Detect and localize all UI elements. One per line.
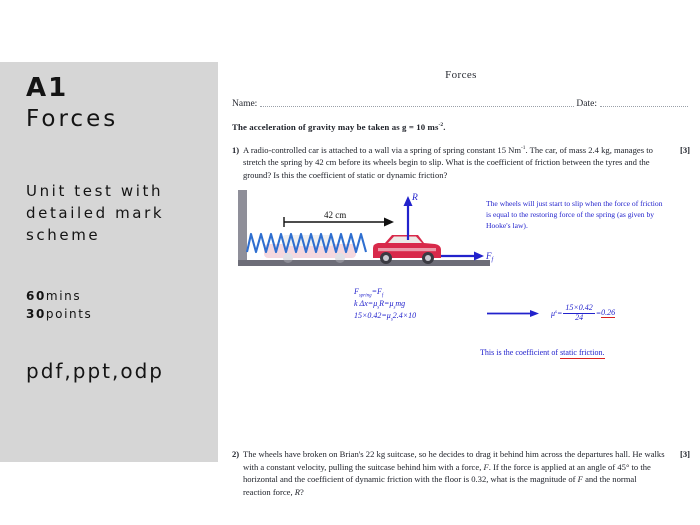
question-1-number: 1)	[232, 145, 240, 155]
question-1-text-a: A radio-controlled car is attached to a wall via a spring of spring constant 15 Nm	[243, 145, 522, 155]
question-2-text-b: . If the force is applied at an angle of 45° to the horizontal and the coefficient of dynamic friction with the floor is 0.32, what is the magnitude of	[243, 461, 651, 485]
question-2-var-r: R	[294, 486, 301, 497]
question-2-text	[243, 448, 672, 498]
cover-duration	[26, 287, 192, 305]
cover-title: Forces	[26, 105, 119, 132]
question-1	[232, 144, 690, 181]
wall-shape	[238, 190, 247, 266]
question-1-text-b: . The car, of mass 2.4 kg, manages to stretch the spring by 42 cm before its wheels begin to slip. What is the coefficient of friction between the tyres and the ground? Is this the coefficient of static or dynamic friction?	[243, 145, 653, 180]
question-2-text-d: ?	[300, 486, 304, 497]
result-equals: =	[556, 308, 563, 318]
name-date-row	[232, 99, 690, 109]
working-3sub: s	[390, 317, 393, 323]
result-denominator: 24	[575, 312, 584, 322]
working-2c: mg	[395, 299, 406, 308]
question-2-text-c: and the normal reaction force,	[243, 474, 637, 497]
friction-force-arrow	[441, 252, 484, 261]
question-2-text-a: The wheels have broken on Brian's 22 kg suitcase, so he decides to drag it behind him across the departures hall. He walks with a constant velocity, pulling the suitcase behind him with a force,	[243, 449, 665, 472]
working-2a: k Δx=μ	[354, 299, 378, 308]
cover-duration-unit: mins	[45, 288, 82, 303]
working-3b: 2.4×10	[392, 311, 417, 320]
question-2-var-f1: F	[483, 461, 489, 472]
friction-force-label: $F_f$	[486, 251, 494, 264]
working-line-1	[354, 286, 416, 298]
date-label: Date:	[576, 99, 597, 109]
cover-meta	[26, 287, 192, 323]
cover-points-unit: points	[45, 306, 93, 321]
cover-duration-value: 60	[26, 288, 46, 303]
result-block: μ s = $\frac{15\times 0.42}{24}$ = 0.26	[487, 304, 615, 322]
working-out-block	[354, 286, 416, 322]
cover-points-value: 30	[26, 306, 46, 321]
question-2-var-f2: F	[577, 474, 583, 485]
conclusion-highlight: static friction.	[560, 348, 605, 357]
working-1sub2: f	[381, 293, 384, 299]
working-2b: R=μ	[379, 299, 394, 308]
name-label: Name:	[232, 99, 258, 109]
result-arrow-icon	[487, 309, 541, 318]
worksheet-title: Forces	[445, 69, 477, 81]
cover-points	[26, 305, 192, 323]
question-2-marks: [3]	[679, 449, 690, 460]
cover-formats: pdf,ppt,odp	[26, 358, 165, 383]
working-1a: F	[354, 287, 359, 296]
date-input-line[interactable]	[600, 105, 688, 107]
distance-label: 42 cm	[324, 210, 347, 221]
conclusion-prefix: This is the coefficient of	[480, 348, 561, 357]
worksheet-page	[232, 58, 690, 497]
question-2-number: 2)	[232, 449, 240, 460]
working-2sub2: s	[393, 305, 396, 311]
ground-shape	[238, 260, 490, 266]
cover-code: A1	[26, 73, 69, 103]
result-value: 0.26	[601, 307, 616, 317]
name-input-line[interactable]	[260, 105, 574, 107]
question-1-exponent: -1	[521, 145, 526, 152]
normal-force-label: R	[412, 193, 418, 204]
result-fraction	[563, 304, 594, 322]
result-equals-2: =	[595, 308, 602, 318]
question-2	[232, 448, 690, 498]
working-1b: =F	[371, 287, 382, 296]
gravity-note-exponent: -2	[438, 122, 444, 129]
result-numerator: 15×0.42	[565, 303, 593, 312]
working-2sub: s	[377, 305, 380, 311]
question-1-text	[243, 144, 672, 181]
question-1-marks: [3]	[679, 145, 690, 155]
working-1sub: spring	[358, 293, 372, 299]
conclusion-annotation	[480, 348, 605, 357]
working-3a: 15×0.42=μ	[354, 311, 391, 320]
working-line-3	[354, 310, 416, 322]
gravity-constant-note	[232, 122, 690, 132]
gravity-note-period: .	[443, 122, 446, 132]
cover-panel	[0, 62, 218, 462]
working-line-2	[354, 298, 416, 310]
figure-svg	[232, 188, 502, 278]
cover-description: Unit test with detailed mark scheme	[26, 182, 165, 244]
gravity-note-text: The acceleration of gravity may be taken as g = 10 ms	[232, 122, 439, 132]
hooke-law-annotation: The wheels will just start to slip when the force of friction is equal to the restoring force of the spring (as given by Hooke's law).	[486, 199, 663, 230]
result-symbol: μ	[551, 308, 556, 318]
